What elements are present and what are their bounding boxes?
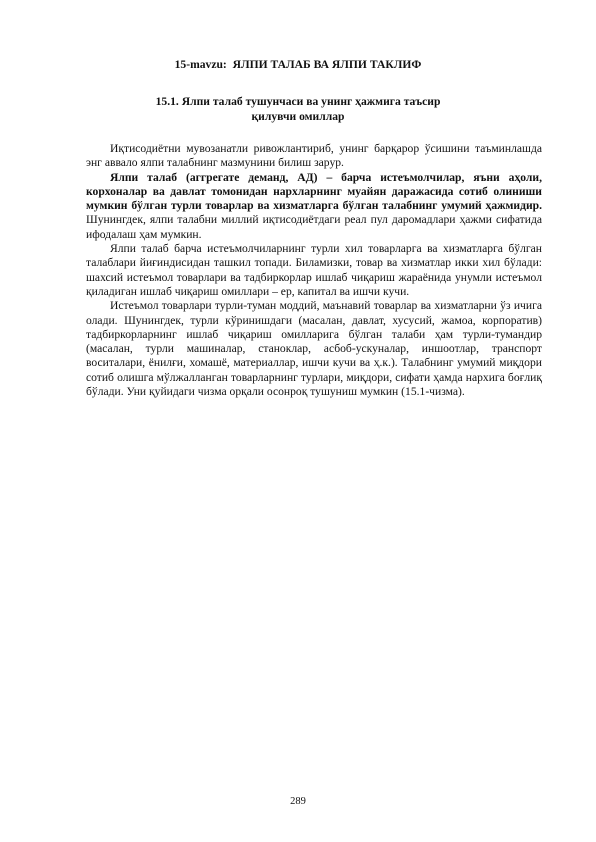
paragraph-3: Ялпи талаб барча истеъмолчиларнинг турли хил товарларга ва хизматларга бўлган талаблари йиғиндисидан ташкил топади. Биламизки, товар ва хизматлар икки хил бўлади: шахсий истеъмол товарлари ва тадбиркорлар ишлаб чиқариш жараёнида унумли истеъмол қиладиган ишлаб чиқариш омиллари – ер, капитал ва ишчи кучи. [86, 242, 542, 298]
section-title [60, 95, 536, 124]
paragraph-4: Истеъмол товарлари турли-туман моддий, маънавий товарлар ва хизматларни ўз ичига олади. Шунингдек, турли кўринишдаги (масалан, давлат, хусусий, жамоа, корпоратив) тадбиркорларнинг ишлаб чиқариш омилларига бўлган талаби ҳам турли-тумандир (масалан, турли машиналар, станоклар, асбоб-ускуналар, иншоотлар, транспорт воситалари, ёнилғи, хомашё, материаллар, ишчи кучи ва ҳ.к.). Талабнинг умумий миқдори сотиб олишга мўлжалланган товарларнинг турлари, миқдори, сифати ҳамда нархига боғлиқ бўлади. Уни қуйидаги чизма орқали осонроқ тушуниш мумкин (15.1-чизма). [86, 299, 542, 399]
paragraph-1: Иқтисодиётни мувозанатли ривожлантириб, унинг барқарор ўсишини таъминлашда энг аввало ялпи талабнинг мазмунини билиш зарур. [86, 142, 542, 170]
paragraph-2-continuation: Шунингдек, ялпи талабни миллий иқтисодиётдаги реал пул даромадлари ҳажми сифатида ифодалаш ҳам мумкин. [86, 213, 542, 241]
paragraph-2 [86, 171, 542, 242]
section-title-line-1: 15.1. Ялпи талаб тушунчаси ва унинг ҳажмига таъсир [155, 95, 441, 108]
page-number: 289 [290, 796, 306, 807]
body-text [86, 142, 542, 399]
aggregate-demand-definition: Ялпи талаб (аггрегате деманд, АД) – барча истеъмолчилар, яъни аҳоли, корхоналар ва давлат томонидан нархларнинг муайян даражасида сотиб олиниши мумкин бўлган турли товарлар ва хизматларга бўлган талабнинг умумий ҳажмидир. [86, 170, 542, 213]
topic-title: 15-mavzu: ЯЛПИ ТАЛАБ ВА ЯЛПИ ТАКЛИФ [174, 58, 422, 71]
section-title-line-2: қилувчи омиллар [251, 109, 345, 123]
